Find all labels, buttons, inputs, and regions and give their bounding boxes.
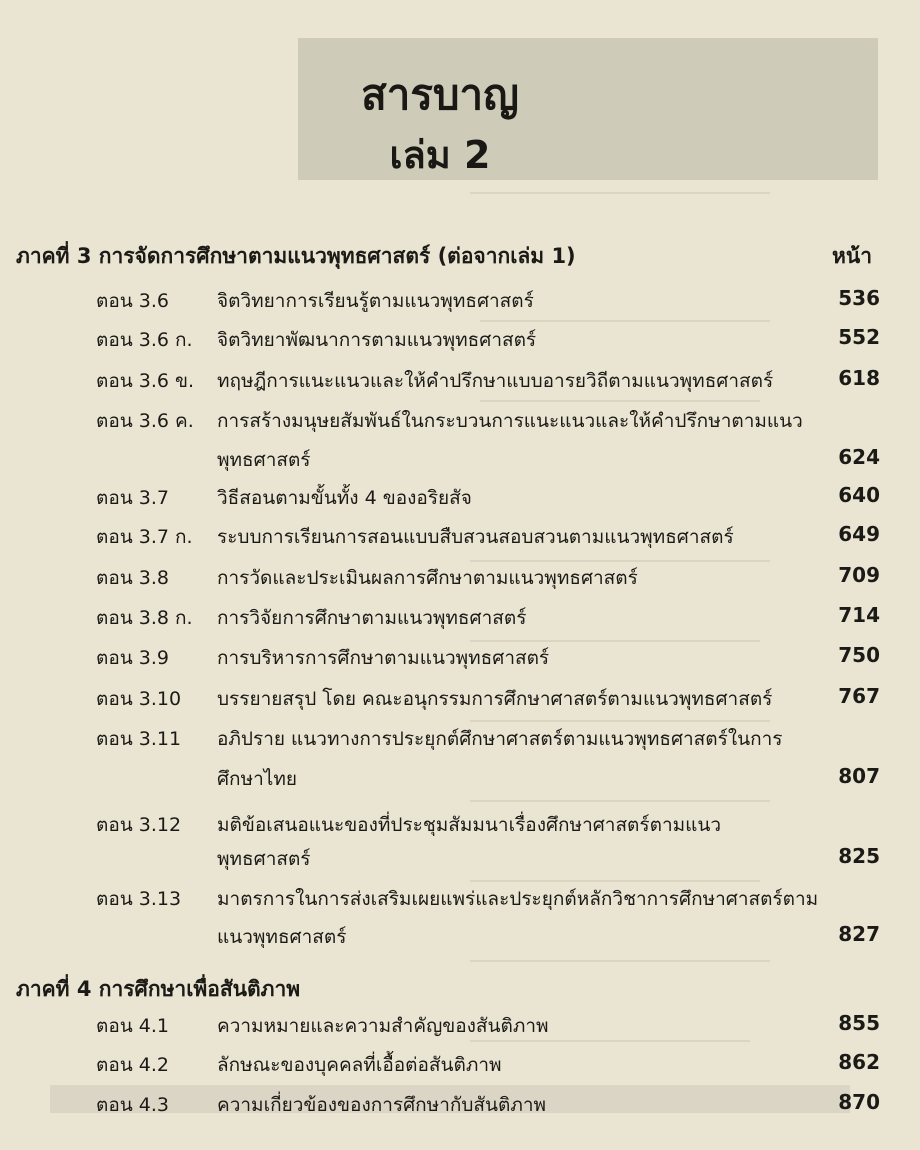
entry-title-continued: ศึกษาไทย [217,768,297,790]
entry-title: การวัดและประเมินผลการศึกษาตามแนวพุทธศาสตร์ [217,567,638,589]
entry-code: ตอน 3.12 [96,814,182,836]
entry-page: 855 [838,1011,880,1035]
entry-page: 827 [838,922,880,946]
entry-page: 825 [838,844,880,868]
entry-code: ตอน 3.8 [96,567,169,589]
entry-title: ระบบการเรียนการสอนแบบสืบสวนสอบสวนตามแนวพุทธศาสตร์ [217,526,734,548]
volume-label: เล่ม 2 [389,133,491,177]
entry-code: ตอน 3.6 ค. [96,410,194,432]
part-4-heading: ภาคที่ 4 การศึกษาเพื่อสันติภาพ [16,977,301,1001]
part-3-heading: ภาคที่ 3 การจัดการศึกษาตามแนวพุทธศาสตร์ (ต่อจากเล่ม 1) [16,244,576,268]
entry-page: 714 [838,603,880,627]
entry-page: 767 [838,684,880,708]
entry-title: ลักษณะของบุคคลที่เอื้อต่อสันติภาพ [217,1054,502,1076]
entry-title: อภิปราย แนวทางการประยุกต์ศึกษาศาสตร์ตามแนวพุทธศาสตร์ในการ [217,728,783,750]
entry-title: ความหมายและความสำคัญของสันติภาพ [217,1015,549,1037]
entry-title: มติข้อเสนอแนะของที่ประชุมสัมมนาเรื่องศึกษาศาสตร์ตามแนว [217,814,722,836]
entry-title: การสร้างมนุษยสัมพันธ์ในกระบวนการแนะแนวและให้คำปรึกษาตามแนว [217,410,803,432]
entry-title: ความเกี่ยวข้องของการศึกษากับสันติภาพ [217,1094,547,1116]
entry-code: ตอน 3.13 [96,888,182,910]
entry-title-continued: แนวพุทธศาสตร์ [217,926,347,948]
page-column-label: หน้า [832,244,872,268]
entry-page: 807 [838,764,880,788]
entry-code: ตอน 3.8 ก. [96,607,193,629]
entry-title: จิตวิทยาพัฒนาการตามแนวพุทธศาสตร์ [217,329,537,351]
entry-code: ตอน 3.6 [96,290,169,312]
entry-page: 870 [838,1090,880,1114]
entry-page: 552 [838,325,880,349]
entry-code: ตอน 4.2 [96,1054,169,1076]
entry-title: บรรยายสรุป โดย คณะอนุกรรมการศึกษาศาสตร์ตามแนวพุทธศาสตร์ [217,688,773,710]
entry-title: การวิจัยการศึกษาตามแนวพุทธศาสตร์ [217,607,527,629]
entry-code: ตอน 3.7 ก. [96,526,193,548]
entry-page: 862 [838,1050,880,1074]
entry-title-continued: พุทธศาสตร์ [217,449,311,471]
entry-page: 709 [838,563,880,587]
entry-code: ตอน 3.6 ข. [96,370,195,392]
entry-code: ตอน 3.7 [96,487,169,509]
entry-code: ตอน 3.10 [96,688,182,710]
entry-title: มาตรการในการส่งเสริมเผยแพร่และประยุกต์หลักวิชาการศึกษาศาสตร์ตาม [217,888,819,910]
entry-page: 624 [838,445,880,469]
entry-code: ตอน 4.1 [96,1015,169,1037]
entry-title: การบริหารการศึกษาตามแนวพุทธศาสตร์ [217,647,550,669]
entry-title: จิตวิทยาการเรียนรู้ตามแนวพุทธศาสตร์ [217,290,534,312]
entry-title-continued: พุทธศาสตร์ [217,848,311,870]
entry-page: 640 [838,483,880,507]
entry-code: ตอน 3.11 [96,728,182,750]
entry-code: ตอน 4.3 [96,1094,169,1116]
entry-title: วิธีสอนตามขั้นทั้ง 4 ของอริยสัจ [217,487,472,509]
entry-page: 536 [838,286,880,310]
entry-page: 649 [838,522,880,546]
entry-code: ตอน 3.6 ก. [96,329,193,351]
entry-title: ทฤษฎีการแนะแนวและให้คำปรึกษาแบบอารยวิถีตามแนวพุทธศาสตร์ [217,370,774,392]
entry-code: ตอน 3.9 [96,647,169,669]
entry-page: 618 [838,366,880,390]
entry-page: 750 [838,643,880,667]
toc-title: สารบาญ [361,70,519,119]
